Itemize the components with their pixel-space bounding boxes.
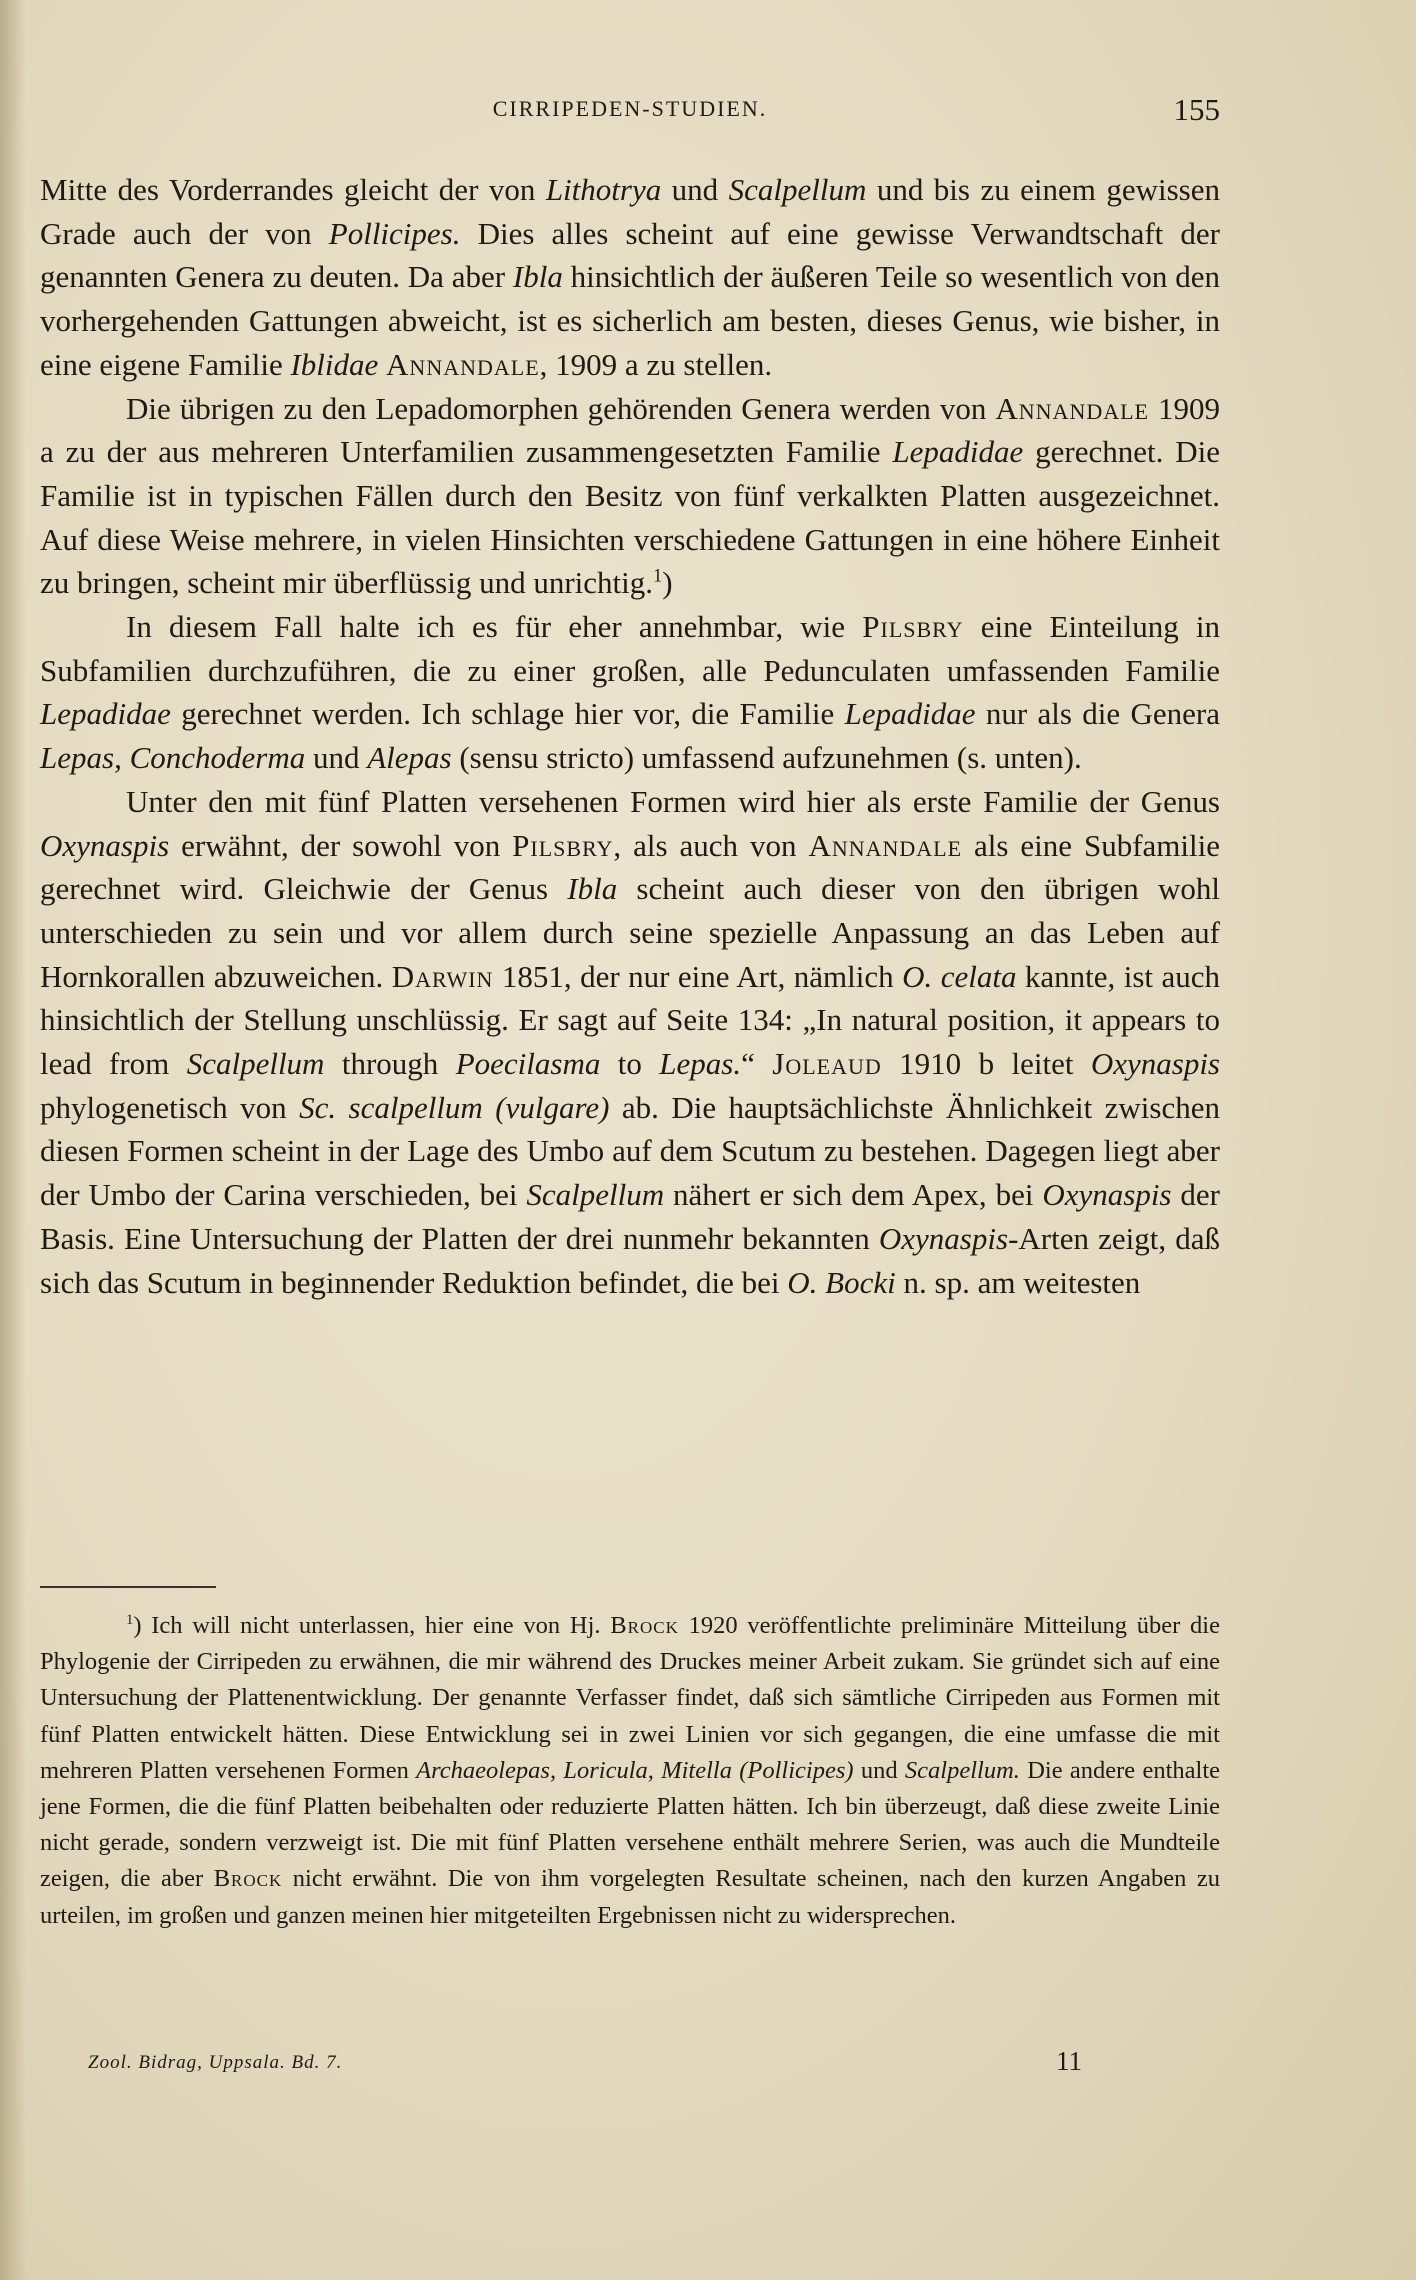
text-run: der Basis. Eine Untersuchung der Platten der drei nunmehr bekannten bbox=[40, 1177, 1220, 1256]
page-gutter-shadow bbox=[0, 0, 26, 2280]
genus-name: Scalpellum bbox=[186, 1046, 325, 1082]
text-run: ) bbox=[662, 565, 673, 601]
text-run: 1909 a zu der aus mehreren Unterfamilien zusammengesetzten Familie bbox=[40, 390, 1220, 470]
genus-name: Poecilasma bbox=[455, 1046, 601, 1082]
text-run: 1910 b leitet bbox=[881, 1046, 1091, 1082]
text-run: Die andere enthalte jene Formen, die die fünf Platten beibehalten oder reduzierte Platten hätten. Ich bin überzeugt, daß diese zweite Linie nicht gerade, sondern verzweigt ist. Die mit fünf Platten versehene enthält mehrere Serien, was auch die Mundteile zeigen, die aber bbox=[40, 1756, 1221, 1893]
author-name: Pilsbry bbox=[512, 827, 614, 863]
species-name: O. Bocki bbox=[787, 1264, 896, 1300]
author-name: Brock bbox=[610, 1612, 679, 1639]
text-run: als eine Subfamilie gerechnet wird. Gleichwie der Genus bbox=[40, 827, 1220, 907]
text-run: nicht erwähnt. Die von ihm vorgelegten Resultate scheinen, nach den kurzen Angaben zu urteilen, im großen und ganzen meinen hier mitgeteilten Ergebnissen nicht zu widersprechen. bbox=[40, 1865, 1220, 1929]
genus-name: Scalpellum. bbox=[904, 1756, 1020, 1784]
text-run: 1851, der nur eine Art, nämlich bbox=[493, 958, 903, 994]
text-run: gerechnet werden. Ich schlage hier vor, die Familie bbox=[170, 696, 845, 732]
text-run: through bbox=[324, 1046, 456, 1082]
paragraph-4 bbox=[40, 780, 1220, 1304]
genus-name: Scalpellum bbox=[526, 1177, 665, 1213]
page-number: 155 bbox=[1173, 92, 1220, 127]
running-head bbox=[40, 92, 1220, 132]
footnote-reference: 1 bbox=[653, 566, 663, 587]
footnote bbox=[40, 1608, 1220, 1934]
species-name: O. celata bbox=[902, 958, 1017, 994]
text-run: ) Ich will nicht unterlassen, hier eine von Hj. bbox=[133, 1612, 611, 1639]
text-run: und bbox=[305, 740, 368, 776]
genus-name: Oxynaspis bbox=[878, 1220, 1009, 1256]
footnote-rule bbox=[40, 1586, 216, 1588]
text-run: In diesem Fall halte ich es für eher annehmbar, wie bbox=[126, 609, 863, 645]
text-run: phylogenetisch von bbox=[40, 1089, 300, 1125]
footnote-mark: 1 bbox=[126, 1611, 134, 1628]
species-name: Sc. scalpellum (vulgare) bbox=[299, 1089, 610, 1125]
text-run: Unter den mit fünf Platten versehenen Formen wird hier als erste Familie der Genus bbox=[126, 783, 1220, 819]
text-run: -Arten zeigt, daß sich das Scutum in beginnender Reduktion befindet, die bei bbox=[40, 1220, 1220, 1300]
paragraph-2 bbox=[40, 387, 1220, 606]
author-name: Annandale bbox=[995, 390, 1149, 426]
family-name: Iblidae bbox=[290, 346, 379, 382]
genus-name: Pollicipes. bbox=[328, 215, 461, 251]
author-name: Brock bbox=[213, 1865, 283, 1893]
text-run: n. sp. am weitesten bbox=[895, 1264, 1141, 1300]
text-run: Dies alles scheint auf eine gewisse Verwandtschaft der genannten Genera zu deuten. Da aber bbox=[40, 215, 1220, 295]
genus-name: Lepas. bbox=[659, 1046, 742, 1082]
author-name: Annandale bbox=[386, 346, 540, 382]
genus-name: Scalpellum bbox=[728, 172, 867, 207]
text-run: eine Einteilung in Subfamilien durchzuführen, die zu einer großen, alle Pedunculaten umfassenden Familie bbox=[40, 609, 1220, 688]
paragraph-3 bbox=[40, 605, 1220, 780]
text-run: und bbox=[853, 1756, 905, 1784]
genus-name: Oxynaspis bbox=[40, 827, 170, 863]
genus-name: Lithotrya bbox=[545, 172, 662, 207]
text-run: nähert er sich dem Apex, bei bbox=[664, 1177, 1043, 1213]
text-run: kannte, ist auch hinsichtlich der Stellung unschlüssig. Er sagt auf Seite 134: „In natural position, it appears to lead from bbox=[40, 958, 1220, 1082]
text-run: nur als die Genera bbox=[975, 696, 1220, 732]
text-run: 1920 veröffentlichte preliminäre Mitteilung über die Phylogenie der Cirripeden zu erwähnen, die mir während des Druckes meiner Arbeit zukam. Sie gründet sich auf eine Untersuchung der Plattenentwicklung. Der genannte Verfasser findet, daß sich sämtliche Cirripeden aus Formen mit fünf Platten entwickelt hätten. Diese Entwicklung sei in zwei Linien vor sich gegangen, die eine umfasse die mit mehreren Platten versehenen Formen bbox=[40, 1612, 1220, 1784]
page-footer bbox=[88, 2046, 1218, 2082]
text-run: ab. Die hauptsächlichste Ähnlichkeit zwischen diesen Formen scheint in der Lage des Umbo auf dem Scutum zu bestehen. Dagegen liegt aber der Umbo der Carina verschieden, bei bbox=[40, 1089, 1220, 1213]
text-run: erwähnt, der sowohl von bbox=[169, 827, 513, 863]
signature-mark: 11 bbox=[1056, 2046, 1082, 2076]
text-run: und bis zu einem gewissen Grade auch der von bbox=[40, 172, 1221, 251]
text-run: gerechnet. Die Familie ist in typischen Fällen durch den Besitz von fünf verkalkten Platten ausgezeichnet. Auf diese Weise mehrere, in vielen Hinsichten verschiedene Gattungen in eine höhere Einheit zu bringen, scheint mir überflüssig und unrichtig. bbox=[40, 434, 1221, 601]
journal-reference: Zool. Bidrag, Uppsala. Bd. 7. bbox=[88, 2052, 343, 2073]
text-run: scheint auch dieser von den übrigen wohl unterschieden zu sein und vor allem durch seine spezielle Anpassung an das Leben auf Hornkorallen abzuweichen. bbox=[40, 871, 1220, 994]
genus-name: Ibla bbox=[512, 259, 563, 295]
text-run: Mitte des Vorderrandes gleicht der von bbox=[40, 172, 546, 207]
family-name: Lepadidae bbox=[844, 696, 976, 732]
text-run: Die übrigen zu den Lepadomorphen gehörenden Genera werden von bbox=[126, 390, 996, 426]
text-run: “ bbox=[741, 1046, 773, 1082]
genus-name: Oxynaspis bbox=[1042, 1177, 1172, 1213]
text-run bbox=[378, 347, 386, 382]
family-name: Lepadidae bbox=[892, 434, 1024, 470]
author-name: Joleaud bbox=[772, 1046, 882, 1082]
text-run: (sensu stricto) umfassend aufzunehmen (s. unten). bbox=[451, 740, 1082, 776]
genus-name: Lepas, Conchoderma bbox=[40, 740, 306, 776]
text-run: hinsichtlich der äußeren Teile so wesentlich von den vorhergehenden Gattungen abweicht, ist es sicherlich am besten, dieses Genus, wie bisher, in eine eigene Familie bbox=[40, 259, 1220, 382]
text-run: , 1909 a zu stellen. bbox=[539, 346, 773, 382]
author-name: Darwin bbox=[391, 958, 494, 994]
text-run: , als auch von bbox=[613, 827, 809, 863]
genus-list: Archaeolepas, Loricula, Mitella (Pollicipes) bbox=[416, 1756, 854, 1784]
running-title: CIRRIPEDEN-STUDIEN. bbox=[492, 96, 768, 121]
author-name: Annandale bbox=[808, 827, 963, 863]
author-name: Pilsbry bbox=[862, 609, 964, 645]
family-name: Lepadidae bbox=[40, 696, 171, 732]
body-text bbox=[40, 168, 1220, 1304]
text-run: to bbox=[600, 1046, 660, 1082]
text-run: und bbox=[661, 172, 729, 207]
genus-name: Ibla bbox=[567, 871, 618, 907]
paragraph-1 bbox=[40, 168, 1220, 387]
genus-name: Alepas bbox=[367, 740, 452, 776]
genus-name: Oxynaspis bbox=[1090, 1046, 1220, 1082]
